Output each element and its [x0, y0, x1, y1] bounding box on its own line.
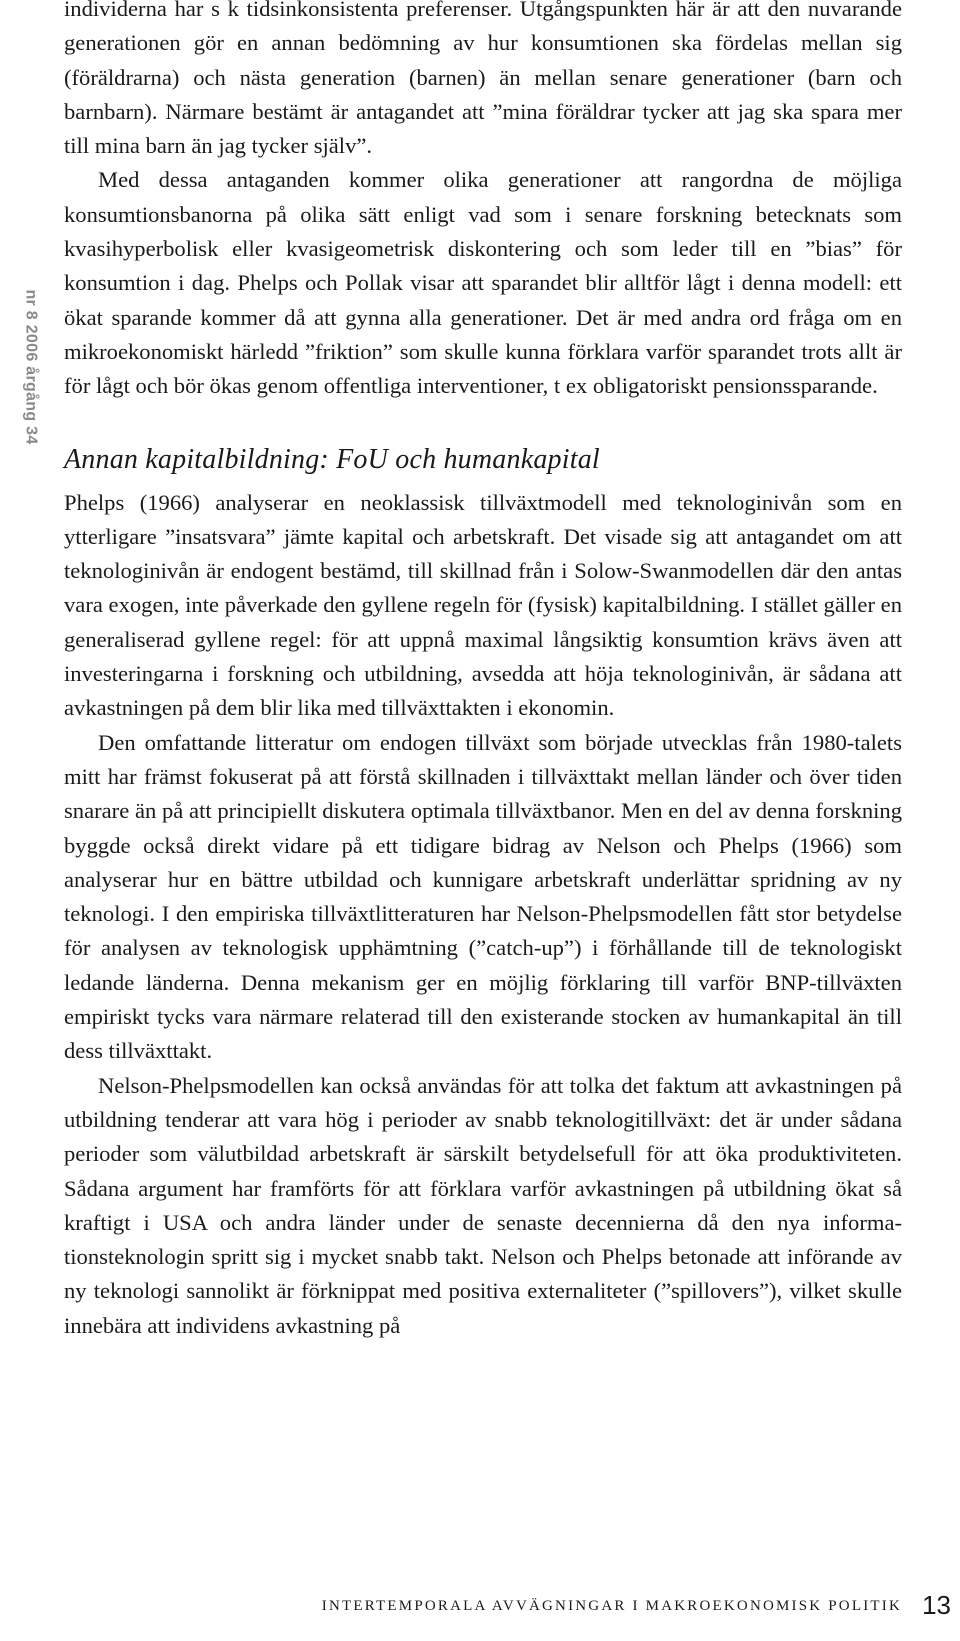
- paragraph: Den omfattande litteratur om endogen tillväxt som började utvecklas från 1980-talets mitt har främst fokuserat på att förstå skillnaden i tillväxttakt mellan länder och över tiden snarare än på att principiellt diskutera optimala tillväxtbanor. Men en del av denna forskning byggde också direkt vidare på ett tidigare bidrag av Nelson och Phelps (1966) som analyserar hur en bättre utbildad och kunnigare arbetskraft underlättar spridning av ny teknologi. I den empiriska tillväxtlitteraturen har Nelson-Phelpsmodellen fått stor betydelse för analysen av teknologisk upphämtning (”catch-up”) i förhållande till de teknologiskt ledande länderna. Denna mekanism ger en möjlig förklaring till varför BNP-tillväxten empiriskt tycks vara närmare relaterad till den existerande stocken av humankapital än till dess tillväxttakt.: [64, 729, 902, 1064]
- paragraph: Nelson-Phelpsmodellen kan också användas för att tolka det faktum att avkastningen på utbildning tenderar att vara hög i perioder av snabb teknologitillväxt: det är under sådana perioder som välutbildad arbetskraft är särskilt betydelsefull för att öka produktiviteten. Sådana argument har framförts för att förklara varför avkastningen på utbildning ökat så kraftigt i USA och andra länder under de senaste decennierna då den nya informationsteknologin spritt sig i mycket snabb takt. Nelson och Phelps betonade att införande av ny teknologi sannolikt är förknippat med positiva externaliteter (”spillovers”), vilket skulle innebära att individens avkastning på: [64, 1072, 902, 1338]
- issue-side-label: [21, 262, 41, 472]
- issue-side-label-text: nr 8 2006 årgång 34: [23, 289, 40, 445]
- running-footer: INTERTEMPORALA AVVÄGNINGAR I MAKROEKONOMISK POLITIK: [321, 1598, 902, 1614]
- text-column: [64, 0, 902, 1343]
- paragraph: Phelps (1966) analyserar en neoklassisk tillväxtmodell med teknologinivån som en ytterligare ”insatsvara” jämte kapital och arbetskraft. Det visade sig att antagandet om att teknologinivån är endogent bestämd, till skillnad från i Solow-Swanmodellen där den antas vara exogen, inte påverkade den gyllene regeln för (fysisk) kapitalbildning. I stället gäller en generaliserad gyllene regel: för att uppnå maximal långsiktig konsumtion krävs även att investeringarna i forskning och utbildning, avsedda att höja teknologinivån, är sådana att avkastningen på dem blir lika med tillväxttakten i ekonomin.: [64, 489, 902, 721]
- paragraph: Med dessa antaganden kommer olika generationer att rangordna de möjliga konsumtionsbanorna på olika sätt enligt vad som i senare forskning betecknats som kvasihyperbolisk eller kvasigeometrisk diskontering och som leder till en ”bias” för konsumtion i dag. Phelps och Pollak visar att sparandet blir alltför lågt i denna modell: ett ökat sparande kommer då att gynna alla generationer. Det är med andra ord fråga om en mikroekonomiskt härledd ”friktion” som skulle kunna förklara varför sparandet trots allt är för lågt och bör ökas genom offentliga interventioner, t ex obligatoriskt pensionssparande.: [64, 167, 902, 399]
- section-heading: Annan kapitalbildning: FoU och humankapital: [64, 443, 600, 475]
- paragraph-continued: individerna har s k tidsinkonsistenta preferenser. Utgångspunkten här är att den nuvarande generationen gör en annan bedömning av hur konsumtionen ska fördelas mellan sig (föräldrarna) och nästa generation (barnen) än mellan senare generationer (barn och barnbarn). Närmare bestämt är antagandet att ”mina föräldrar tycker att jag ska spara mer till mina barn än jag tycker själv”.: [64, 0, 902, 159]
- page-number: 13: [922, 1590, 951, 1620]
